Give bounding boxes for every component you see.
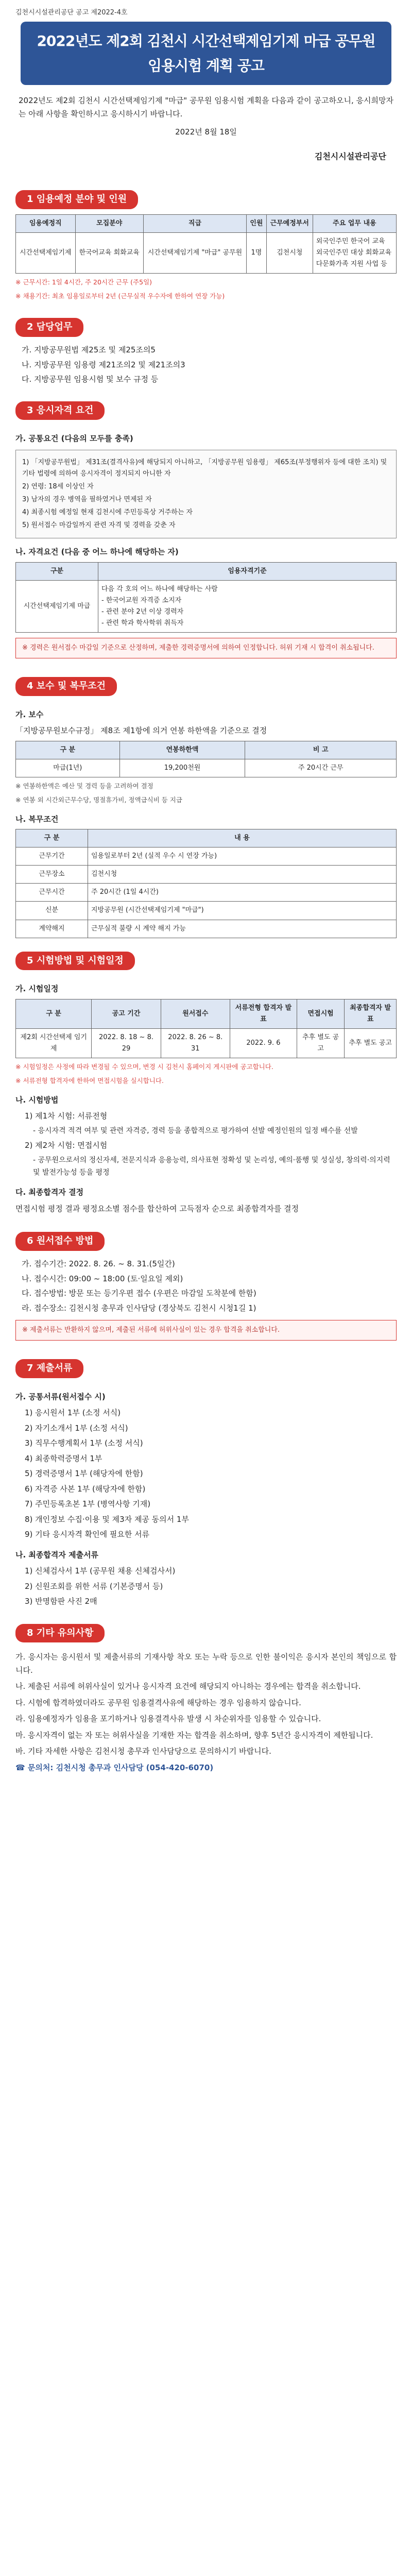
caution-box: ※ 제출서류는 반환하지 않으며, 제출된 서류에 허위사실이 있는 경우 합격을 취소합니다. (15, 1320, 397, 1341)
paragraph: 면접시험 평정 결과 평정요소별 점수를 합산하여 고득점자 순으로 최종합격자를 결정 (15, 1204, 299, 1213)
table-cell: 지방공무원 (시간선택제임기제 "마급") (88, 902, 397, 920)
table-header: 구 분 (16, 741, 120, 759)
schedule-table (15, 999, 397, 1058)
table-cell: 시간선택제임기제 (16, 232, 76, 273)
list-item: 3) 직무수행계획서 1부 (소정 서식) (25, 1438, 143, 1448)
paragraph: 「지방공무원보수규정」 제8조 제1항에 의거 연봉 하한액을 기준으로 결정 (15, 726, 267, 736)
subsection-heading: 나. 최종합격자 제출서류 (15, 1550, 99, 1560)
subsection-heading: 가. 공통요건 (다음의 모두를 충족) (15, 434, 133, 444)
section-3-heading: 3 응시자격 요건 (15, 401, 105, 420)
table-row (16, 580, 397, 632)
table-row (16, 1028, 397, 1058)
table-header: 근무예정부서 (266, 214, 313, 232)
table-cell: 근무기간 (16, 848, 88, 866)
table-header: 구분 (16, 562, 98, 580)
list-item: - 응시자격 적격 여부 및 관련 자격증, 경력 등을 종합적으로 평가하여 선발 예정인원의 일정 배수를 선발 (33, 1126, 358, 1135)
list-item: 나. 지방공무원 임용령 제21조의2 및 제21조의3 (22, 360, 185, 369)
list-item: 라. 접수장소: 김천시청 총무과 인사담당 (경상북도 김천시 시청1길 1) (22, 1303, 256, 1313)
table-cell: 계약해지 (16, 920, 88, 938)
list-item: 2) 자기소개서 1부 (소정 서식) (25, 1423, 128, 1433)
list-item: 3) 남자의 경우 병역을 필하였거나 면제된 자 (22, 495, 152, 503)
table-cell: 한국어교육 회화교육 (75, 232, 143, 273)
list-item: 다. 시험에 합격하였더라도 공무원 임용결격사유에 해당하는 경우 임용하지 않습니다. (15, 1698, 301, 1707)
qualification-table (15, 562, 397, 633)
section-7-heading: 7 제출서류 (15, 1359, 83, 1378)
table-header: 공고 기간 (92, 999, 161, 1028)
note: ※ 채용기간: 최초 임용일로부터 2년 (근무실적 우수자에 한하여 연장 가능) (15, 292, 225, 300)
document-number: 김천시시설관리공단 공고 제2022-4호 (15, 9, 128, 16)
organization-name: 김천시시설관리공단 (314, 151, 386, 161)
table-cell: 2022. 9. 6 (230, 1028, 297, 1058)
table-cell: 2022. 8. 18 ~ 8. 29 (92, 1028, 161, 1058)
list-item: 3) 반명함판 사진 2매 (25, 1597, 97, 1606)
section-1-heading: 1 임용예정 분야 및 인원 (15, 190, 138, 209)
section-2-heading: 2 담당업무 (15, 318, 83, 337)
table-header: 최종합격자 발표 (345, 999, 397, 1028)
table-cell: 다음 각 호의 어느 하나에 해당하는 사람 - 한국어교원 자격증 소지자 - 관련 분야 2년 이상 경력자 - 관련 학과 학사학위 취득자 (98, 580, 397, 632)
list-item: - 공무원으로서의 정신자세, 전문지식과 응용능력, 의사표현 정확성 및 논리성, 예의·품행 및 성실성, 창의력·의지력 및 발전가능성 등을 평정 (33, 1156, 390, 1177)
notice-date: 2022년 8월 18일 (175, 127, 237, 137)
requirements-box (15, 450, 397, 539)
table-header: 서류전형 합격자 발표 (230, 999, 297, 1028)
table-header: 직급 (143, 214, 246, 232)
list-item: 7) 주민등록초본 1부 (병역사항 기재) (25, 1499, 151, 1509)
section-4-heading: 4 보수 및 복무조건 (15, 677, 117, 696)
note: ※ 근무시간: 1일 4시간, 주 20시간 근무 (주5일) (15, 278, 152, 286)
list-item: 1) 응시원서 1부 (소정 서식) (25, 1408, 121, 1418)
table-cell: 2022. 8. 26 ~ 8. 31 (161, 1028, 230, 1058)
list-item: 나. 접수시간: 09:00 ~ 18:00 (토·일요일 제외) (22, 1274, 183, 1283)
table-cell: 1명 (246, 232, 266, 273)
list-item: 5) 원서접수 마감일까지 관련 자격 및 경력을 갖춘 자 (22, 521, 176, 530)
table-row (16, 884, 397, 902)
list-item: 4) 최종시험 예정일 현재 김천시에 주민등록상 거주하는 자 (22, 509, 193, 516)
position-table (15, 214, 397, 274)
note: ※ 서류전형 합격자에 한하여 면접시험을 실시합니다. (15, 1077, 164, 1085)
list-item: 8) 개인정보 수집·이용 및 제3자 제공 동의서 1부 (25, 1514, 189, 1524)
table-header: 면접시험 (297, 999, 344, 1028)
list-item: 4) 최종학력증명서 1부 (25, 1453, 102, 1463)
note: ※ 시험일정은 사정에 따라 변경될 수 있으며, 변경 시 김천시 홈페이지 게시판에 공고합니다. (15, 1063, 273, 1071)
table-row (16, 866, 397, 884)
intro-text: 2022년도 제2회 김천시 시간선택제임기제 "마급" 공무원 임용시험 계획을 다음과 같이 공고하오니, 응시희망자는 아래 사항을 확인하시고 응시하시기 바랍니다. (19, 96, 393, 118)
table-header: 구 분 (16, 999, 92, 1028)
table-header: 원서접수 (161, 999, 230, 1028)
table-row (16, 920, 397, 938)
table-cell: 근무실적 불량 시 계약 해지 가능 (88, 920, 397, 938)
section-6-heading: 6 원서접수 방법 (15, 1232, 105, 1251)
list-item: 가. 접수기간: 2022. 8. 26. ~ 8. 31.(5일간) (22, 1259, 175, 1269)
table-cell: 김천시청 (266, 232, 313, 273)
list-item: 가. 지방공무원법 제25조 및 제25조의5 (22, 345, 156, 355)
table-cell: 신분 (16, 902, 88, 920)
table-header: 비 고 (245, 741, 397, 759)
note: ※ 연봉하한액은 예산 및 경력 등을 고려하여 결정 (15, 782, 153, 790)
table-header: 연봉하한액 (119, 741, 245, 759)
caution-box: ※ 경력은 원서접수 마감일 기준으로 산정하며, 제출한 경력증명서에 의하여 인정합니다. 허위 기재 시 합격이 취소됩니다. (15, 638, 397, 658)
list-item: 1) 제1차 시험: 서류전형 (25, 1111, 108, 1121)
table-header: 주요 업무 내용 (313, 214, 396, 232)
list-item: 라. 임용예정자가 임용을 포기하거나 임용결격사유 발생 시 차순위자를 임용할 수 있습니다. (15, 1714, 321, 1724)
table-cell: 마급(1년) (16, 759, 120, 777)
list-item: 2) 연령: 18세 이상인 자 (22, 482, 94, 490)
list-item: 다. 지방공무원 임용시험 및 보수 규정 등 (22, 375, 159, 384)
list-item: 2) 신원조회를 위한 서류 (기본증명서 등) (25, 1581, 163, 1591)
table-cell: 근무시간 (16, 884, 88, 902)
table-header: 임용자격기준 (98, 562, 397, 580)
table-header: 내 용 (88, 829, 397, 848)
subsection-heading: 나. 복무조건 (15, 814, 59, 824)
contact-info: ☎ 문의처: 김천시청 총무과 인사담당 (054-420-6070) (15, 1762, 214, 1772)
list-item: 가. 응시자는 응시원서 및 제출서류의 기재사항 착오 또는 누락 등으로 인한 불이익은 응시자 본인의 책임으로 합니다. (15, 1652, 397, 1675)
table-row (16, 232, 397, 273)
list-item: 9) 기타 응시자격 확인에 필요한 서류 (25, 1530, 150, 1539)
table-header: 구 분 (16, 829, 88, 848)
table-cell: 주 20시간 (1일 4시간) (88, 884, 397, 902)
subsection-heading: 가. 보수 (15, 709, 44, 719)
title-line-1: 2022년도 제2회 김천시 시간선택제임기제 마급 공무원 (37, 32, 375, 50)
table-cell: 주 20시간 근무 (245, 759, 397, 777)
list-item: 5) 경력증명서 1부 (해당자에 한함) (25, 1469, 143, 1479)
table-header: 인원 (246, 214, 266, 232)
table-cell: 임용일로부터 2년 (실적 우수 시 연장 가능) (88, 848, 397, 866)
list-item: 다. 접수방법: 방문 또는 등기우편 접수 (우편은 마감일 도착분에 한함) (22, 1289, 256, 1298)
subsection-heading: 가. 시험일정 (15, 984, 59, 994)
table-cell: 추후 별도 공고 (297, 1028, 344, 1058)
subsection-heading: 가. 공통서류(원서접수 시) (15, 1392, 106, 1401)
list-item: 나. 제출된 서류에 허위사실이 있거나 응시자격 요건에 해당되지 아니하는 경우에는 합격을 취소합니다. (15, 1682, 361, 1691)
table-cell: 김천시청 (88, 866, 397, 884)
table-cell: 시간선택제임기제 마급 (16, 580, 98, 632)
table-row (16, 848, 397, 866)
table-header: 모집분야 (75, 214, 143, 232)
table-cell: 근무장소 (16, 866, 88, 884)
table-cell: 제2회 시간선택제 임기제 (16, 1028, 92, 1058)
subsection-heading: 나. 자격요건 (다음 중 어느 하나에 해당하는 자) (15, 547, 179, 557)
subsection-heading: 나. 시험방법 (15, 1095, 59, 1105)
list-item: 1) 신체검사서 1부 (공무원 채용 신체검사서) (25, 1566, 176, 1576)
list-item: 마. 응시자격이 없는 자 또는 허위사실을 기재한 자는 합격을 취소하며, 향후 5년간 응시자격이 제한됩니다. (15, 1730, 373, 1740)
note: ※ 연봉 외 시간외근무수당, 명절휴가비, 정액급식비 등 지급 (15, 796, 182, 804)
title-line-2: 임용시험 계획 공고 (148, 57, 264, 74)
list-item: 1) 「지방공무원법」 제31조(결격사유)에 해당되지 아니하고, 「지방공무원 임용령」 제65조(부정행위자 등에 대한 조치) 및 기타 법령에 의하여 응시자격이 정지되지 아니한 자 (22, 458, 387, 478)
table-cell: 시간선택제임기제 "마급" 공무원 (143, 232, 246, 273)
table-row (16, 902, 397, 920)
list-item: 2) 제2차 시험: 면접시험 (25, 1141, 108, 1150)
table-cell: 외국인주민 한국어 교육 외국인주민 대상 회화교육 다문화가족 지원 사업 등 (313, 232, 396, 273)
list-item: 6) 자격증 사본 1부 (해당자에 한함) (25, 1484, 146, 1494)
section-5-heading: 5 시험방법 및 시험일정 (15, 952, 135, 971)
subsection-heading: 다. 최종합격자 결정 (15, 1188, 84, 1197)
list-item: 바. 기타 자세한 사항은 김천시청 총무과 인사담당으로 문의하시기 바랍니다. (15, 1747, 271, 1756)
section-8-heading: 8 기타 유의사항 (15, 1624, 105, 1643)
conditions-table (15, 829, 397, 938)
table-cell: 19,200천원 (119, 759, 245, 777)
table-cell: 추후 별도 공고 (345, 1028, 397, 1058)
table-row (16, 759, 397, 777)
title-banner (21, 22, 391, 85)
pay-table (15, 741, 397, 777)
table-header: 임용예정직 (16, 214, 76, 232)
